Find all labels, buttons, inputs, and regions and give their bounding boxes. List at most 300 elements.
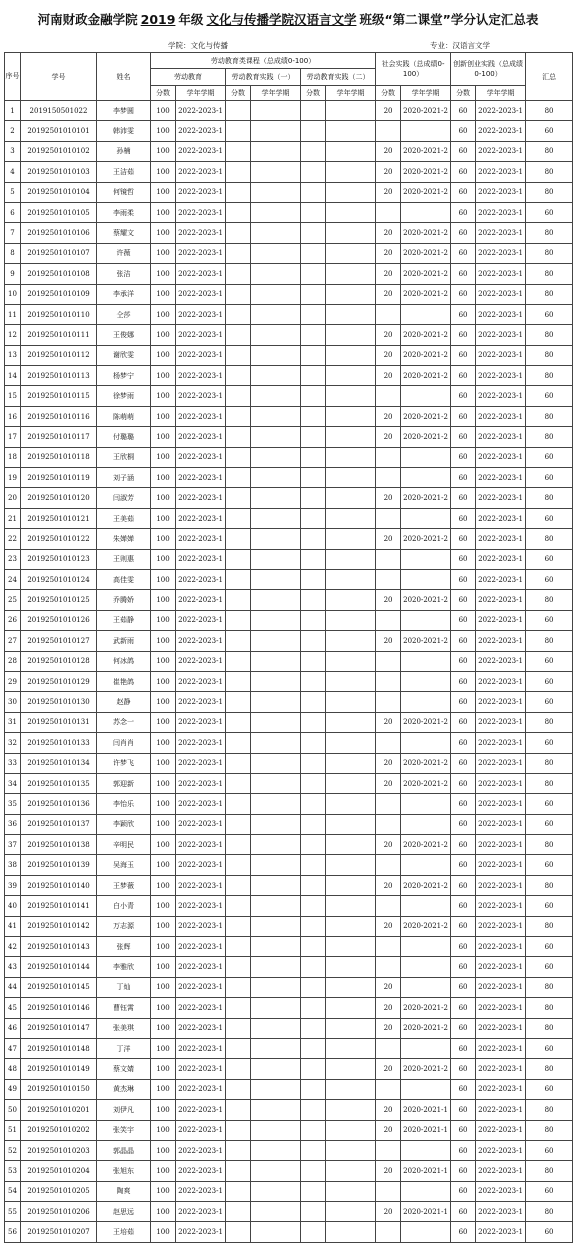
title-grade-label: 年级 — [178, 12, 204, 27]
cell-practice2-score — [301, 1120, 326, 1140]
cell-total: 60 — [526, 1079, 573, 1099]
cell-practice1-score — [226, 141, 251, 161]
cell-social-term — [401, 814, 451, 834]
cell-innov-score: 60 — [451, 1120, 476, 1140]
cell-innov-score: 60 — [451, 386, 476, 406]
cell-innov-term: 2022-2023-1 — [476, 1038, 526, 1058]
cell-social-term: 2020-2021-2 — [401, 1018, 451, 1038]
cell-practice2-term — [326, 855, 376, 875]
cell-practice1-score — [226, 753, 251, 773]
cell-labor-score: 100 — [151, 794, 176, 814]
cell-practice1-term — [251, 141, 301, 161]
cell-name: 徐梦雨 — [97, 386, 151, 406]
cell-innov-term: 2022-2023-1 — [476, 488, 526, 508]
cell-practice2-score — [301, 835, 326, 855]
cell-innov-score: 60 — [451, 590, 476, 610]
table-row — [5, 284, 573, 304]
cell-practice1-term — [251, 794, 301, 814]
cell-labor-term: 2022-2023-1 — [176, 631, 226, 651]
cell-social-term: 2020-2021-2 — [401, 345, 451, 365]
cell-innov-term: 2022-2023-1 — [476, 162, 526, 182]
cell-practice2-term — [326, 977, 376, 997]
cell-innov-score: 60 — [451, 896, 476, 916]
table-row — [5, 468, 573, 488]
cell-seq: 17 — [5, 427, 21, 447]
cell-student-id: 20192501010107 — [21, 243, 97, 263]
cell-student-id: 20192501010104 — [21, 182, 97, 202]
cell-labor-score: 100 — [151, 937, 176, 957]
cell-innov-score: 60 — [451, 1222, 476, 1242]
cell-social-term — [401, 692, 451, 712]
cell-total: 80 — [526, 101, 573, 121]
cell-practice2-score — [301, 1059, 326, 1079]
cell-innov-term: 2022-2023-1 — [476, 692, 526, 712]
table-row — [5, 447, 573, 467]
header-score: 分数 — [451, 86, 476, 101]
cell-name: 刘子涵 — [97, 468, 151, 488]
header-labor-group: 劳动教育类课程（总成绩0-100） — [151, 53, 376, 69]
cell-innov-score: 60 — [451, 875, 476, 895]
cell-practice1-term — [251, 875, 301, 895]
cell-social-score — [376, 671, 401, 691]
cell-labor-score: 100 — [151, 1161, 176, 1181]
cell-practice2-term — [326, 651, 376, 671]
cell-practice1-term — [251, 1181, 301, 1201]
cell-student-id: 20192501010110 — [21, 304, 97, 324]
cell-labor-score: 100 — [151, 121, 176, 141]
header-term: 学年学期 — [251, 86, 301, 101]
cell-seq: 50 — [5, 1100, 21, 1120]
credit-summary-table — [4, 52, 573, 1243]
table-row — [5, 712, 573, 732]
cell-seq: 33 — [5, 753, 21, 773]
cell-practice1-score — [226, 121, 251, 141]
cell-practice1-term — [251, 896, 301, 916]
cell-labor-score: 100 — [151, 529, 176, 549]
cell-practice2-term — [326, 692, 376, 712]
cell-practice2-term — [326, 569, 376, 589]
cell-student-id: 20192501010129 — [21, 671, 97, 691]
cell-student-id: 20192501010137 — [21, 814, 97, 834]
cell-name: 王欣桐 — [97, 447, 151, 467]
cell-innov-score: 60 — [451, 223, 476, 243]
cell-student-id: 20192501010134 — [21, 753, 97, 773]
cell-social-term — [401, 447, 451, 467]
cell-name: 王则惠 — [97, 549, 151, 569]
cell-social-score: 20 — [376, 488, 401, 508]
header-social-practice: 社会实践（总成绩0-100） — [376, 53, 451, 86]
cell-practice1-score — [226, 916, 251, 936]
cell-practice2-term — [326, 243, 376, 263]
cell-practice1-score — [226, 366, 251, 386]
cell-innov-term: 2022-2023-1 — [476, 345, 526, 365]
cell-practice2-score — [301, 896, 326, 916]
header-term: 学年学期 — [401, 86, 451, 101]
cell-practice2-term — [326, 610, 376, 630]
cell-labor-term: 2022-2023-1 — [176, 366, 226, 386]
cell-practice1-term — [251, 671, 301, 691]
cell-social-score: 20 — [376, 631, 401, 651]
cell-social-term — [401, 508, 451, 528]
cell-innov-term: 2022-2023-1 — [476, 406, 526, 426]
cell-labor-term: 2022-2023-1 — [176, 773, 226, 793]
cell-practice2-score — [301, 549, 326, 569]
cell-name: 王美茹 — [97, 508, 151, 528]
cell-social-term: 2020-2021-2 — [401, 243, 451, 263]
cell-name: 付璐璐 — [97, 427, 151, 447]
cell-practice1-term — [251, 692, 301, 712]
cell-innov-score: 60 — [451, 733, 476, 753]
table-row — [5, 304, 573, 324]
cell-social-term — [401, 733, 451, 753]
cell-total: 60 — [526, 1222, 573, 1242]
cell-name: 王俊娜 — [97, 325, 151, 345]
cell-practice1-score — [226, 712, 251, 732]
cell-practice2-score — [301, 916, 326, 936]
cell-practice1-term — [251, 733, 301, 753]
cell-seq: 21 — [5, 508, 21, 528]
cell-innov-term: 2022-2023-1 — [476, 875, 526, 895]
cell-name: 李承洋 — [97, 284, 151, 304]
cell-practice1-score — [226, 733, 251, 753]
cell-social-score: 20 — [376, 1100, 401, 1120]
cell-social-score: 20 — [376, 875, 401, 895]
header-labor-practice-1: 劳动教育实践（一） — [226, 69, 301, 86]
cell-innov-score: 60 — [451, 937, 476, 957]
cell-labor-term: 2022-2023-1 — [176, 590, 226, 610]
cell-total: 80 — [526, 264, 573, 284]
cell-practice1-score — [226, 508, 251, 528]
cell-practice2-term — [326, 916, 376, 936]
cell-labor-term: 2022-2023-1 — [176, 141, 226, 161]
cell-practice2-term — [326, 896, 376, 916]
table-row — [5, 508, 573, 528]
cell-innov-term: 2022-2023-1 — [476, 1100, 526, 1120]
table-row — [5, 141, 573, 161]
cell-student-id: 20192501010135 — [21, 773, 97, 793]
cell-innov-score: 60 — [451, 610, 476, 630]
cell-total: 60 — [526, 937, 573, 957]
cell-social-score — [376, 447, 401, 467]
cell-practice2-score — [301, 529, 326, 549]
cell-labor-score: 100 — [151, 773, 176, 793]
cell-social-term — [401, 1181, 451, 1201]
cell-labor-term: 2022-2023-1 — [176, 304, 226, 324]
cell-social-term: 2020-2021-2 — [401, 101, 451, 121]
cell-labor-score: 100 — [151, 1059, 176, 1079]
cell-labor-score: 100 — [151, 1181, 176, 1201]
cell-student-id: 20192501010106 — [21, 223, 97, 243]
cell-practice2-term — [326, 937, 376, 957]
cell-total: 60 — [526, 1181, 573, 1201]
cell-innov-score: 60 — [451, 101, 476, 121]
cell-innov-score: 60 — [451, 447, 476, 467]
header-term: 学年学期 — [176, 86, 226, 101]
header-student-id: 学号 — [21, 53, 97, 101]
table-row — [5, 733, 573, 753]
table-row — [5, 794, 573, 814]
cell-labor-term: 2022-2023-1 — [176, 284, 226, 304]
cell-social-term: 2020-2021-2 — [401, 753, 451, 773]
cell-seq: 12 — [5, 325, 21, 345]
cell-labor-score: 100 — [151, 957, 176, 977]
cell-social-term: 2020-2021-2 — [401, 366, 451, 386]
cell-labor-term: 2022-2023-1 — [176, 162, 226, 182]
cell-student-id: 20192501010144 — [21, 957, 97, 977]
cell-student-id: 20192501010122 — [21, 529, 97, 549]
cell-practice1-score — [226, 569, 251, 589]
cell-innov-term: 2022-2023-1 — [476, 202, 526, 222]
cell-social-score: 20 — [376, 916, 401, 936]
cell-labor-score: 100 — [151, 916, 176, 936]
cell-innov-score: 60 — [451, 753, 476, 773]
cell-social-score — [376, 1222, 401, 1242]
cell-labor-score: 100 — [151, 304, 176, 324]
cell-name: 蔡文婧 — [97, 1059, 151, 1079]
cell-name: 赵静 — [97, 692, 151, 712]
cell-labor-term: 2022-2023-1 — [176, 896, 226, 916]
cell-practice2-score — [301, 284, 326, 304]
cell-labor-term: 2022-2023-1 — [176, 569, 226, 589]
cell-seq: 4 — [5, 162, 21, 182]
cell-labor-term: 2022-2023-1 — [176, 671, 226, 691]
cell-innov-score: 60 — [451, 773, 476, 793]
table-row — [5, 121, 573, 141]
cell-social-score: 20 — [376, 101, 401, 121]
cell-name: 张旭东 — [97, 1161, 151, 1181]
cell-name: 白小青 — [97, 896, 151, 916]
cell-labor-score: 100 — [151, 671, 176, 691]
cell-practice1-term — [251, 1161, 301, 1181]
cell-practice2-term — [326, 794, 376, 814]
cell-total: 60 — [526, 651, 573, 671]
cell-name: 王洁茹 — [97, 162, 151, 182]
cell-seq: 20 — [5, 488, 21, 508]
cell-practice2-score — [301, 1038, 326, 1058]
cell-practice2-score — [301, 223, 326, 243]
cell-innov-term: 2022-2023-1 — [476, 447, 526, 467]
table-row — [5, 896, 573, 916]
cell-practice1-term — [251, 937, 301, 957]
cell-social-term: 2020-2021-2 — [401, 631, 451, 651]
cell-innov-term: 2022-2023-1 — [476, 1161, 526, 1181]
cell-student-id: 20192501010204 — [21, 1161, 97, 1181]
cell-practice2-score — [301, 651, 326, 671]
cell-labor-score: 100 — [151, 998, 176, 1018]
cell-practice2-score — [301, 773, 326, 793]
cell-seq: 42 — [5, 937, 21, 957]
cell-labor-term: 2022-2023-1 — [176, 182, 226, 202]
cell-social-score: 20 — [376, 1059, 401, 1079]
cell-social-term: 2020-2021-2 — [401, 223, 451, 243]
cell-labor-score: 100 — [151, 753, 176, 773]
cell-social-score: 20 — [376, 773, 401, 793]
cell-innov-term: 2022-2023-1 — [476, 590, 526, 610]
cell-practice1-term — [251, 162, 301, 182]
cell-labor-term: 2022-2023-1 — [176, 610, 226, 630]
cell-practice2-term — [326, 325, 376, 345]
cell-practice2-score — [301, 386, 326, 406]
cell-innov-score: 60 — [451, 529, 476, 549]
table-row — [5, 569, 573, 589]
cell-innov-score: 60 — [451, 569, 476, 589]
cell-labor-score: 100 — [151, 692, 176, 712]
cell-name: 闫肖肖 — [97, 733, 151, 753]
cell-total: 80 — [526, 835, 573, 855]
cell-social-score: 20 — [376, 977, 401, 997]
cell-labor-term: 2022-2023-1 — [176, 753, 226, 773]
cell-social-term: 2020-2021-2 — [401, 325, 451, 345]
cell-innov-term: 2022-2023-1 — [476, 121, 526, 141]
cell-practice1-term — [251, 325, 301, 345]
cell-name: 郭晶晶 — [97, 1140, 151, 1160]
cell-labor-term: 2022-2023-1 — [176, 549, 226, 569]
cell-innov-term: 2022-2023-1 — [476, 631, 526, 651]
cell-social-score: 20 — [376, 325, 401, 345]
cell-student-id: 20192501010117 — [21, 427, 97, 447]
cell-total: 60 — [526, 794, 573, 814]
table-row — [5, 753, 573, 773]
cell-seq: 46 — [5, 1018, 21, 1038]
cell-labor-score: 100 — [151, 1018, 176, 1038]
cell-practice1-term — [251, 202, 301, 222]
table-row — [5, 366, 573, 386]
cell-social-term: 2020-2021-2 — [401, 590, 451, 610]
cell-name: 郭迎新 — [97, 773, 151, 793]
cell-practice1-score — [226, 998, 251, 1018]
cell-practice1-term — [251, 753, 301, 773]
cell-innov-score: 60 — [451, 468, 476, 488]
cell-practice1-score — [226, 692, 251, 712]
cell-practice2-score — [301, 794, 326, 814]
cell-labor-term: 2022-2023-1 — [176, 1181, 226, 1201]
cell-innov-score: 60 — [451, 1140, 476, 1160]
cell-practice2-score — [301, 937, 326, 957]
cell-practice1-score — [226, 1161, 251, 1181]
cell-seq: 24 — [5, 569, 21, 589]
cell-innov-score: 60 — [451, 794, 476, 814]
cell-practice1-term — [251, 957, 301, 977]
cell-student-id: 20192501010119 — [21, 468, 97, 488]
cell-seq: 13 — [5, 345, 21, 365]
cell-seq: 47 — [5, 1038, 21, 1058]
cell-labor-term: 2022-2023-1 — [176, 406, 226, 426]
cell-practice2-score — [301, 304, 326, 324]
cell-seq: 52 — [5, 1140, 21, 1160]
cell-innov-score: 60 — [451, 1079, 476, 1099]
cell-social-term — [401, 468, 451, 488]
cell-labor-term: 2022-2023-1 — [176, 692, 226, 712]
cell-practice2-term — [326, 835, 376, 855]
cell-innov-term: 2022-2023-1 — [476, 998, 526, 1018]
table-row — [5, 264, 573, 284]
cell-practice1-score — [226, 325, 251, 345]
cell-total: 80 — [526, 284, 573, 304]
cell-innov-score: 60 — [451, 692, 476, 712]
cell-innov-term: 2022-2023-1 — [476, 508, 526, 528]
cell-social-term: 2020-2021-1 — [401, 1120, 451, 1140]
table-row — [5, 692, 573, 712]
cell-total: 80 — [526, 1018, 573, 1038]
cell-social-term — [401, 937, 451, 957]
table-row — [5, 529, 573, 549]
cell-innov-term: 2022-2023-1 — [476, 977, 526, 997]
cell-student-id: 20192501010116 — [21, 406, 97, 426]
cell-innov-term: 2022-2023-1 — [476, 223, 526, 243]
header-seq: 序号 — [5, 53, 21, 101]
cell-student-id: 20192501010206 — [21, 1202, 97, 1222]
cell-seq: 1 — [5, 101, 21, 121]
cell-labor-term: 2022-2023-1 — [176, 814, 226, 834]
cell-practice1-score — [226, 488, 251, 508]
cell-practice1-score — [226, 1222, 251, 1242]
cell-practice1-term — [251, 264, 301, 284]
table-row — [5, 835, 573, 855]
cell-labor-score: 100 — [151, 223, 176, 243]
cell-social-score — [376, 651, 401, 671]
cell-seq: 23 — [5, 549, 21, 569]
cell-innov-score: 60 — [451, 998, 476, 1018]
header-score: 分数 — [151, 86, 176, 101]
cell-total: 60 — [526, 855, 573, 875]
cell-labor-term: 2022-2023-1 — [176, 1161, 226, 1181]
cell-total: 80 — [526, 773, 573, 793]
cell-student-id: 20192501010108 — [21, 264, 97, 284]
table-row — [5, 386, 573, 406]
cell-student-id: 20192501010127 — [21, 631, 97, 651]
cell-practice2-score — [301, 631, 326, 651]
cell-labor-term: 2022-2023-1 — [176, 488, 226, 508]
cell-total: 80 — [526, 977, 573, 997]
cell-name: 陶爽 — [97, 1181, 151, 1201]
cell-practice1-score — [226, 957, 251, 977]
cell-innov-score: 60 — [451, 427, 476, 447]
cell-social-score — [376, 733, 401, 753]
cell-labor-term: 2022-2023-1 — [176, 325, 226, 345]
cell-innov-term: 2022-2023-1 — [476, 549, 526, 569]
cell-practice2-score — [301, 101, 326, 121]
cell-practice1-score — [226, 937, 251, 957]
cell-student-id: 20192501010141 — [21, 896, 97, 916]
cell-social-term: 2020-2021-2 — [401, 182, 451, 202]
cell-practice2-term — [326, 998, 376, 1018]
cell-innov-term: 2022-2023-1 — [476, 916, 526, 936]
cell-name: 张洁 — [97, 264, 151, 284]
table-row — [5, 1018, 573, 1038]
cell-labor-term: 2022-2023-1 — [176, 243, 226, 263]
cell-labor-term: 2022-2023-1 — [176, 529, 226, 549]
cell-total: 60 — [526, 508, 573, 528]
cell-practice2-term — [326, 284, 376, 304]
table-row — [5, 773, 573, 793]
cell-practice2-score — [301, 1181, 326, 1201]
cell-practice2-term — [326, 712, 376, 732]
cell-practice1-score — [226, 631, 251, 651]
cell-innov-term: 2022-2023-1 — [476, 896, 526, 916]
table-row — [5, 202, 573, 222]
cell-innov-term: 2022-2023-1 — [476, 753, 526, 773]
cell-total: 80 — [526, 366, 573, 386]
cell-practice2-score — [301, 753, 326, 773]
cell-innov-term: 2022-2023-1 — [476, 671, 526, 691]
cell-innov-term: 2022-2023-1 — [476, 712, 526, 732]
cell-practice1-score — [226, 1120, 251, 1140]
cell-social-term — [401, 1222, 451, 1242]
cell-social-score: 20 — [376, 141, 401, 161]
cell-innov-score: 60 — [451, 325, 476, 345]
cell-innov-term: 2022-2023-1 — [476, 101, 526, 121]
cell-social-term: 2020-2021-2 — [401, 284, 451, 304]
